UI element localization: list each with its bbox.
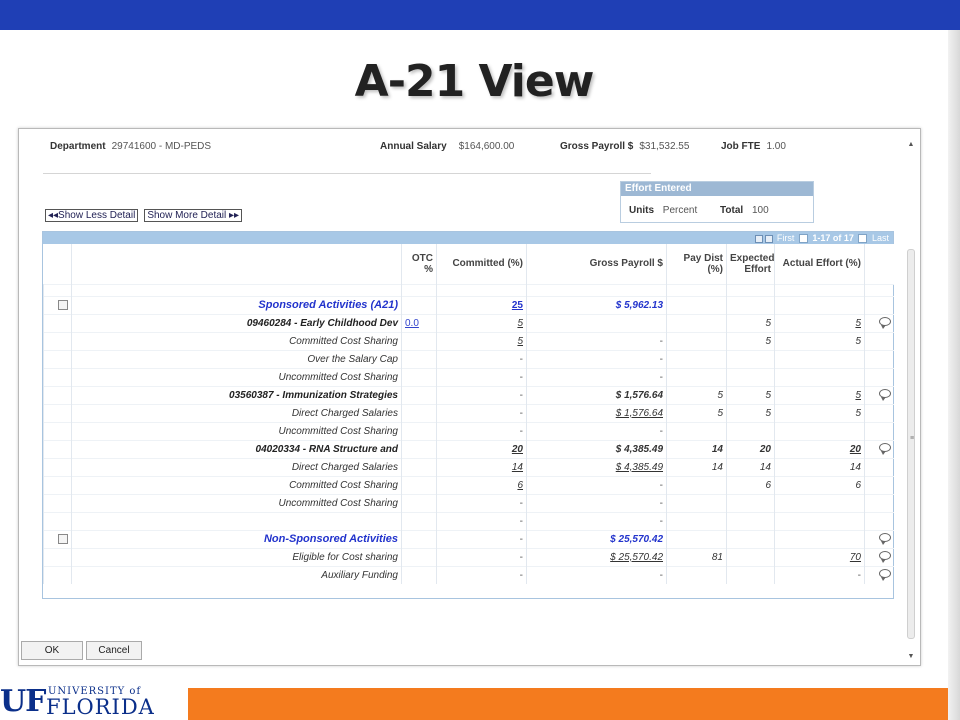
header-name-col <box>72 244 402 284</box>
line-name: Uncommitted Cost Sharing <box>278 425 398 437</box>
department-info <box>50 141 211 152</box>
gross-value: - <box>659 515 663 527</box>
department-value: 29741600 - MD-PEDS <box>111 141 212 152</box>
table-row <box>44 314 894 332</box>
header-comment-col <box>865 244 894 284</box>
gross-value[interactable]: $ 1,576.64 <box>615 407 663 419</box>
committed-value[interactable]: 25 <box>511 299 523 311</box>
line-name: Auxiliary Funding <box>321 569 398 581</box>
gross-value: $ 25,570.42 <box>610 533 663 545</box>
actual-value[interactable]: 20 <box>849 443 861 455</box>
department-label: Department <box>50 141 106 152</box>
committed-value[interactable]: 6 <box>517 479 523 491</box>
header-committed: Committed (%) <box>437 244 527 284</box>
pager-first[interactable]: First <box>776 233 795 243</box>
actual-value: 6 <box>855 479 861 491</box>
grid-header-bar <box>43 232 893 244</box>
line-name: Uncommitted Cost Sharing <box>278 371 398 383</box>
line-name: Over the Salary Cap <box>307 353 398 365</box>
committed-value[interactable]: 5 <box>517 335 523 347</box>
annual-salary-value: $164,600.00 <box>458 141 515 152</box>
effort-entered-box <box>620 181 814 223</box>
gross-value: $ 4,385.49 <box>615 443 663 455</box>
gross-value: - <box>659 335 663 347</box>
table-row <box>44 332 894 350</box>
actual-value[interactable]: 5 <box>855 317 861 329</box>
table-row <box>44 530 894 548</box>
gross-value: $ 5,962.13 <box>615 299 663 311</box>
cancel-button[interactable]: Cancel <box>86 641 142 660</box>
paydist-value: 81 <box>711 551 723 563</box>
expected-value: 6 <box>765 479 771 491</box>
footer-bar <box>188 688 948 720</box>
job-fte-info <box>721 141 786 152</box>
gross-payroll-info <box>560 141 689 152</box>
expected-value: 5 <box>765 317 771 329</box>
checkbox-icon[interactable] <box>58 300 68 310</box>
header-otc: OTC % <box>402 244 437 284</box>
actual-value: - <box>857 569 861 581</box>
actual-value: 14 <box>849 461 861 473</box>
gross-value: - <box>659 569 663 581</box>
effort-entered-title: Effort Entered <box>621 182 813 196</box>
project-name: 04020334 - RNA Structure and <box>255 443 398 455</box>
table-row <box>44 422 894 440</box>
total-value: 100 <box>751 205 769 216</box>
effort-entered-body <box>621 196 813 216</box>
scroll-thumb[interactable] <box>907 249 915 639</box>
gross-value: $ 1,576.64 <box>615 389 663 401</box>
units-label: Units <box>629 205 654 216</box>
comment-bubble-icon[interactable] <box>879 569 891 578</box>
zoom-grid-icon[interactable] <box>755 235 763 243</box>
section-name: Non-Sponsored Activities <box>263 533 398 545</box>
header-expected-effort <box>727 244 775 284</box>
project-name: 03560387 - Immunization Strategies <box>229 389 398 401</box>
comment-bubble-icon[interactable] <box>879 533 891 542</box>
logo-uf: UF <box>0 684 46 719</box>
effort-table <box>43 244 894 584</box>
line-name: Eligible for Cost sharing <box>292 551 398 563</box>
otc-value[interactable]: 0.0 <box>405 317 419 329</box>
top-banner <box>0 0 960 30</box>
table-row <box>44 440 894 458</box>
annual-salary-label: Annual Salary <box>380 141 447 152</box>
pager-range: 1-17 of 17 <box>812 233 854 243</box>
gross-payroll-label: Gross Payroll $ <box>560 141 634 152</box>
header-checkbox-col <box>44 244 72 284</box>
next-arrow-icon[interactable] <box>858 234 867 243</box>
logo-university: UNIVERSITY of <box>48 686 142 697</box>
gross-value: - <box>659 371 663 383</box>
gross-value: - <box>659 497 663 509</box>
expected-value: 5 <box>765 335 771 347</box>
table-row <box>44 386 894 404</box>
total-label: Total <box>720 205 744 216</box>
gross-value: - <box>659 479 663 491</box>
committed-value: - <box>519 389 523 401</box>
gross-payroll-value: $31,532.55 <box>639 141 690 152</box>
table-row <box>44 566 894 584</box>
table-row <box>44 404 894 422</box>
line-name: Direct Charged Salaries <box>291 407 398 419</box>
line-name: Uncommitted Cost Sharing <box>278 497 398 509</box>
slide-title: A-21 View <box>354 56 594 107</box>
expected-value: 14 <box>759 461 771 473</box>
committed-value: - <box>519 353 523 365</box>
section-name: Sponsored Activities (A21) <box>258 299 398 311</box>
table-row <box>44 494 894 512</box>
effort-grid <box>42 231 894 599</box>
job-fte-value: 1.00 <box>766 141 786 152</box>
effort-window <box>18 128 921 666</box>
committed-value: - <box>519 497 523 509</box>
ok-button[interactable]: OK <box>21 641 83 660</box>
table-row <box>44 548 894 566</box>
comment-bubble-icon[interactable] <box>879 443 891 452</box>
gross-value[interactable]: $ 25,570.42 <box>610 551 663 563</box>
line-name: Committed Cost Sharing <box>289 335 398 347</box>
actual-value: 5 <box>855 407 861 419</box>
slide-edge <box>948 30 960 720</box>
table-header-row <box>44 244 894 284</box>
job-fte-label: Job FTE <box>721 141 761 152</box>
scroll-grip-icon: ≡ <box>909 435 915 442</box>
header-expected-line1: Expected <box>730 252 775 264</box>
committed-value: - <box>519 407 523 419</box>
table-row <box>44 368 894 386</box>
comment-bubble-icon[interactable] <box>879 317 891 326</box>
checkbox-icon[interactable] <box>58 534 68 544</box>
table-row <box>44 476 894 494</box>
previous-arrow-icon[interactable] <box>799 234 808 243</box>
expected-value: 5 <box>765 389 771 401</box>
header-divider <box>43 173 651 174</box>
header-gross-payroll: Gross Payroll $ <box>527 244 667 284</box>
scroll-up-icon[interactable]: ▲ <box>907 141 915 148</box>
line-name: Committed Cost Sharing <box>289 479 398 491</box>
paydist-value: 14 <box>711 461 723 473</box>
actual-value: 5 <box>855 335 861 347</box>
comment-bubble-icon[interactable] <box>879 389 891 398</box>
show-less-detail-link[interactable]: ◂◂Show Less Detail <box>45 209 138 222</box>
pager-last[interactable]: Last <box>871 233 889 243</box>
logo-florida: FLORIDA <box>46 695 155 719</box>
paydist-value: 14 <box>711 443 723 455</box>
project-name: 09460284 - Early Childhood Dev <box>246 317 398 329</box>
vertical-scrollbar[interactable] <box>906 139 916 663</box>
committed-value[interactable]: 20 <box>511 443 523 455</box>
annual-salary-info <box>380 141 514 152</box>
committed-value: - <box>519 569 523 581</box>
gross-value[interactable]: $ 4,385.49 <box>615 461 663 473</box>
committed-value: - <box>519 533 523 545</box>
grid-pager <box>754 232 889 244</box>
header-pay-dist: Pay Dist (%) <box>667 244 727 284</box>
download-grid-icon[interactable] <box>765 235 773 243</box>
university-logo <box>0 682 180 720</box>
committed-value: - <box>519 515 523 527</box>
expected-value: 5 <box>765 407 771 419</box>
gross-value: - <box>659 425 663 437</box>
actual-value[interactable]: 5 <box>855 389 861 401</box>
detail-links <box>45 209 248 222</box>
committed-value: - <box>519 425 523 437</box>
table-row <box>44 512 894 530</box>
committed-value: - <box>519 371 523 383</box>
actual-value[interactable]: 70 <box>849 551 861 563</box>
units-value: Percent <box>662 205 698 216</box>
line-name: Direct Charged Salaries <box>291 461 398 473</box>
committed-value[interactable]: 14 <box>511 461 523 473</box>
table-row <box>44 296 894 314</box>
committed-value[interactable]: 5 <box>517 317 523 329</box>
paydist-value: 5 <box>717 407 723 419</box>
header-actual-effort: Actual Effort (%) <box>775 244 865 284</box>
paydist-value: 5 <box>717 389 723 401</box>
expected-value: 20 <box>759 443 771 455</box>
table-row <box>44 284 894 296</box>
comment-bubble-icon[interactable] <box>879 551 891 560</box>
committed-value: - <box>519 551 523 563</box>
show-more-detail-link[interactable]: Show More Detail ▸▸ <box>144 209 242 222</box>
table-row <box>44 458 894 476</box>
scroll-down-icon[interactable]: ▼ <box>907 653 915 660</box>
header-expected-line2: Effort <box>744 263 771 275</box>
table-row <box>44 350 894 368</box>
gross-value: - <box>659 353 663 365</box>
